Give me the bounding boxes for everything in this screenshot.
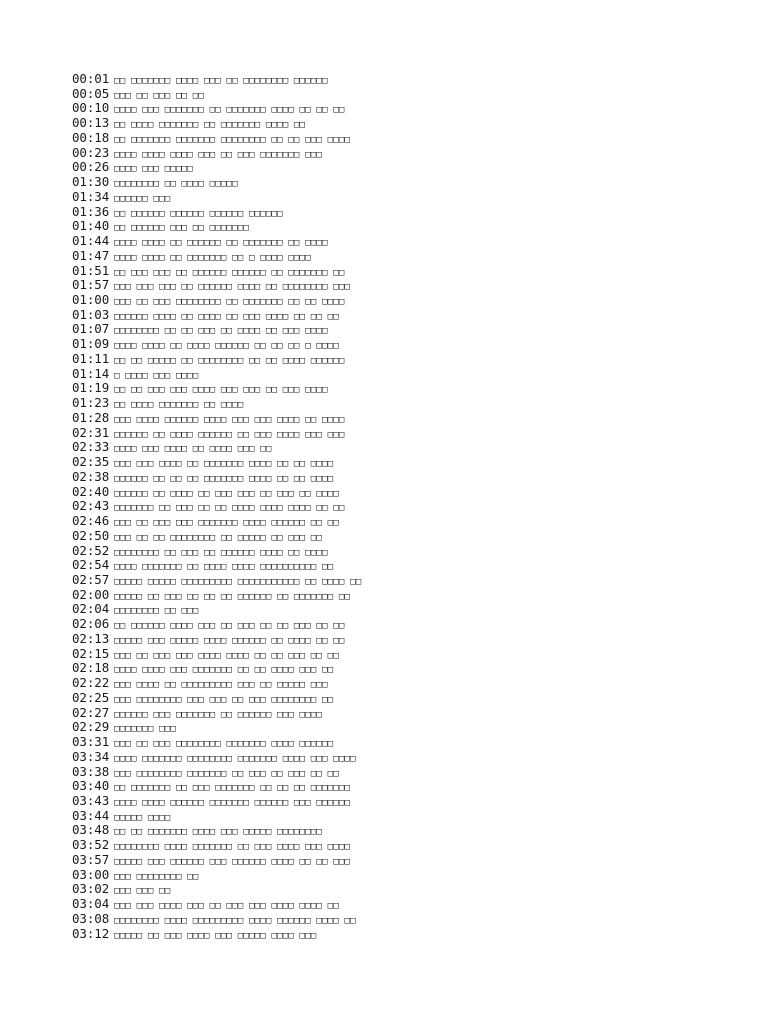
line-text: □□ □□□□□□ □□□□□□ □□□□□□ □□□□□□ <box>114 208 283 219</box>
line-text: □□□ □□□□ □□□□□□ □□□□ □□□ □□□ □□□□ □□ □□□□ <box>114 414 345 425</box>
transcript-line <box>72 426 361 441</box>
timestamp: 01:11 <box>72 350 110 366</box>
timestamp: 01:40 <box>72 218 110 234</box>
timestamp: 03:34 <box>72 748 110 764</box>
transcript-line <box>72 632 361 647</box>
transcript-line <box>72 514 361 529</box>
timestamp: 02:52 <box>72 542 110 558</box>
line-text: □□□□ □□□□ □□ □□□□ □□□□□□ □□ □□ □□ □ □□□□ <box>114 341 339 352</box>
line-text: □□□□□ □□□ □□□□□ □□□□ □□□□□□ □□ □□□□ □□ □□ <box>114 635 345 646</box>
transcript-line <box>72 617 361 632</box>
transcript-line <box>72 602 361 617</box>
transcript-line <box>72 308 361 323</box>
timestamp: 02:43 <box>72 498 110 514</box>
transcript-line <box>72 720 361 735</box>
timestamp: 03:52 <box>72 837 110 853</box>
transcript-line <box>72 588 361 603</box>
transcript-line <box>72 455 361 470</box>
line-text: □□ □□□□□□ □□□ □□ □□□□□□□ <box>114 223 249 234</box>
line-text: □□□□ □□□□ □□ □□□□□□ □□ □□□□□□□ □□ □□□□ <box>114 238 328 249</box>
timestamp: 00:23 <box>72 144 110 160</box>
transcript-line <box>72 691 361 706</box>
transcript-line <box>72 676 361 691</box>
timestamp: 01:00 <box>72 292 110 308</box>
line-text: □□□□□□□□ □□□□ □□□□□□□□□ □□□□ □□□□□□ □□□□ □□ <box>114 915 356 926</box>
line-text: □□□□□□□□ □□ □□□ <box>114 606 199 617</box>
line-text: □□□ □□□ □□□ □□ □□□□□□ □□□□ □□ □□□□□□□□ □□□ <box>114 282 351 293</box>
line-text: □□ □□□□□□□ □□ □□□ □□□□□□□ □□ □□ □□ □□□□□□□ <box>114 783 351 794</box>
line-text: □□□□ □□□ □□□□ □□ □□□□ □□□ □□ <box>114 444 272 455</box>
transcript-line <box>72 175 361 190</box>
transcript-line <box>72 750 361 765</box>
timestamp: 03:44 <box>72 807 110 823</box>
transcript-line <box>72 927 361 942</box>
timestamp: 03:48 <box>72 822 110 838</box>
line-text: □□□□□□□□ □□ □□□□ □□□□□ <box>114 179 238 190</box>
transcript-line <box>72 706 361 721</box>
timestamp: 02:54 <box>72 557 110 573</box>
timestamp: 03:57 <box>72 851 110 867</box>
transcript-line <box>72 912 361 927</box>
transcript-line <box>72 352 361 367</box>
timestamp: 03:40 <box>72 778 110 794</box>
line-text: □□□□□□□ □□ □□□ □□ □□ □□□□ □□□□ □□□□ □□ □□ <box>114 503 345 514</box>
transcript-line <box>72 647 361 662</box>
timestamp: 03:08 <box>72 910 110 926</box>
timestamp: 00:05 <box>72 85 110 101</box>
line-text: □□ □□□□ □□□□□□□ □□ □□□□□□□ □□□□ □□ <box>114 120 306 131</box>
timestamp: 01:14 <box>72 365 110 381</box>
timestamp: 02:33 <box>72 439 110 455</box>
line-text: □□ □□□□ □□□□□□□ □□ □□□□ <box>114 400 244 411</box>
line-text: □□□□ □□□□ □□□□□□ □□□□□□□ □□□□□□ □□□ □□□□□□ <box>114 797 351 808</box>
line-text: □□□□□□ □□ □□ □□ □□□□□□□ □□□□ □□ □□ □□□□ <box>114 473 334 484</box>
line-text: □□ □□□ □□□ □□ □□□□□□ □□□□□□ □□ □□□□□□□ □□ <box>114 267 345 278</box>
timestamp: 02:06 <box>72 616 110 632</box>
timestamp: 00:01 <box>72 71 110 86</box>
transcript-line <box>72 264 361 279</box>
line-text: □□□□ □□□□ □□□□ □□□ □□ □□□ □□□□□□□ □□□ <box>114 149 323 160</box>
line-text: □□□□□□□□ □□ □□□ □□ □□□□□□ □□□□ □□ □□□□ <box>114 547 328 558</box>
line-text: □□□ □□□ □□□□ □□□ □□ □□□ □□□ □□□□ □□□□ □□ <box>114 901 339 912</box>
line-text: □□□□ □□□□ □□ □□□□□□□ □□ □ □□□□ □□□□ <box>114 252 311 263</box>
timestamp: 02:31 <box>72 424 110 440</box>
transcript-line <box>72 72 361 87</box>
transcript-line <box>72 499 361 514</box>
timestamp: 00:13 <box>72 115 110 131</box>
transcript-line <box>72 794 361 809</box>
transcript-line <box>72 809 361 824</box>
transcript-lines <box>72 72 361 941</box>
timestamp: 02:40 <box>72 483 110 499</box>
timestamp: 02:38 <box>72 468 110 484</box>
line-text: □□ □□ □□□□□□□ □□□□ □□□ □□□□□ □□□□□□□□ <box>114 827 323 838</box>
transcript-line <box>72 249 361 264</box>
line-text: □□□□□ □□□□ <box>114 812 171 823</box>
transcript-line <box>72 485 361 500</box>
timestamp: 03:43 <box>72 792 110 808</box>
timestamp: 02:57 <box>72 571 110 587</box>
line-text: □□ □□ □□□ □□□ □□□□ □□□ □□□ □□ □□□ □□□□ <box>114 385 328 396</box>
timestamp: 01:19 <box>72 380 110 396</box>
line-text: □□□□□ □□□□□ □□□□□□□□□ □□□□□□□□□□□ □□ □□□□ □□ <box>114 576 362 587</box>
transcript-line <box>72 87 361 102</box>
line-text: □□□ □□□□□□□□ □□□□□□□ □□ □□□ □□ □□□ □□ □□ <box>114 768 339 779</box>
timestamp: 02:00 <box>72 586 110 602</box>
line-text: □□ □□ □□□□□ □□ □□□□□□□□ □□ □□ □□□□ □□□□□□ <box>114 355 345 366</box>
line-text: □□□□ □□□ □□□□□□□ □□ □□□□□□□ □□□□ □□ □□ □□ <box>114 105 345 116</box>
transcript-line <box>72 101 361 116</box>
line-text: □□□ □□ □□□ □□□□□□□□ □□□□□□□ □□□□ □□□□□□ <box>114 739 334 750</box>
transcript-line <box>72 779 361 794</box>
transcript-line <box>72 868 361 883</box>
transcript-line <box>72 558 361 573</box>
transcript-line <box>72 116 361 131</box>
timestamp: 01:57 <box>72 277 110 293</box>
transcript-line <box>72 293 361 308</box>
transcript-line <box>72 440 361 455</box>
timestamp: 00:10 <box>72 100 110 116</box>
timestamp: 01:09 <box>72 336 110 352</box>
timestamp: 02:29 <box>72 719 110 735</box>
line-text: □□□ □□ □□ □□□□□□□□ □□ □□□□□ □□ □□□ □□ <box>114 532 323 543</box>
line-text: □□□□□ □□ □□□ □□ □□ □□ □□□□□□ □□ □□□□□□□ □□ <box>114 591 351 602</box>
timestamp: 03:38 <box>72 763 110 779</box>
timestamp: 02:25 <box>72 689 110 705</box>
timestamp: 02:46 <box>72 513 110 529</box>
timestamp: 02:27 <box>72 704 110 720</box>
transcript-line <box>72 234 361 249</box>
transcript-line <box>72 322 361 337</box>
transcript-line <box>72 735 361 750</box>
transcript-line <box>72 190 361 205</box>
transcript-line <box>72 411 361 426</box>
timestamp: 02:13 <box>72 630 110 646</box>
transcript-line <box>72 381 361 396</box>
transcript-line <box>72 131 361 146</box>
line-text: □□□ □□ □□□ □□ □□ <box>114 90 205 101</box>
transcript-line <box>72 882 361 897</box>
transcript-line <box>72 470 361 485</box>
timestamp: 03:02 <box>72 881 110 897</box>
timestamp: 01:44 <box>72 233 110 249</box>
timestamp: 02:50 <box>72 527 110 543</box>
timestamp: 01:30 <box>72 174 110 190</box>
timestamp: 02:18 <box>72 660 110 676</box>
line-text: □□□□□ □□ □□□ □□□□ □□□ □□□□□ □□□□ □□□ <box>114 930 317 941</box>
timestamp: 01:51 <box>72 262 110 278</box>
timestamp: 01:47 <box>72 247 110 263</box>
line-text: □□□□□□ □□ □□□□ □□□□□□ □□ □□□ □□□□ □□□ □□□ <box>114 429 345 440</box>
transcript-line <box>72 544 361 559</box>
transcript-line <box>72 337 361 352</box>
timestamp: 02:15 <box>72 645 110 661</box>
transcript-line <box>72 160 361 175</box>
transcript-line <box>72 278 361 293</box>
timestamp: 02:22 <box>72 675 110 691</box>
line-text: □□□□ □□□□□□□ □□ □□□□ □□□□ □□□□□□□□□□ □□ <box>114 562 334 573</box>
timestamp: 02:04 <box>72 601 110 617</box>
transcript-line <box>72 573 361 588</box>
timestamp: 01:28 <box>72 409 110 425</box>
line-text: □□□□□□ □□□ □□□□□□□ □□ □□□□□□ □□□ □□□□ <box>114 709 323 720</box>
line-text: □□□ □□□□ □□ □□□□□□□□□ □□□ □□ □□□□□ □□□ <box>114 680 328 691</box>
timestamp: 01:07 <box>72 321 110 337</box>
line-text: □ □□□□ □□□ □□□□ <box>114 370 199 381</box>
transcript-line <box>72 219 361 234</box>
transcript-line <box>72 661 361 676</box>
line-text: □□□□ □□□□ □□□ □□□□□□□ □□ □□ □□□□ □□□ □□ <box>114 665 334 676</box>
line-text: □□□ □□□□□□□□ □□ <box>114 871 199 882</box>
timestamp: 01:23 <box>72 395 110 411</box>
line-text: □□□ □□ □□□ □□□ □□□□ □□□□ □□ □□ □□□ □□ □□ <box>114 650 339 661</box>
timestamp: 02:35 <box>72 454 110 470</box>
timestamp: 00:18 <box>72 129 110 145</box>
line-text: □□□□□□□□ □□ □□ □□□ □□ □□□□ □□ □□□ □□□□ <box>114 326 328 337</box>
transcript-line <box>72 765 361 780</box>
line-text: □□□□□□□ □□□ <box>114 724 176 735</box>
line-text: □□□ □□□□□□□□ □□□ □□□ □□ □□□ □□□□□□□□ □□ <box>114 694 334 705</box>
timestamp: 00:26 <box>72 159 110 175</box>
timestamp: 03:31 <box>72 734 110 750</box>
line-text: □□□□ □□□□□□□ □□□□□□□□ □□□□□□□ □□□□ □□□ □□□□ <box>114 753 356 764</box>
transcript-line <box>72 205 361 220</box>
transcript-line <box>72 529 361 544</box>
line-text: □□□ □□ □□□ □□□ □□□□□□□ □□□□ □□□□□□ □□ □□ <box>114 518 339 529</box>
timestamp: 03:04 <box>72 896 110 912</box>
timestamp: 01:03 <box>72 306 110 322</box>
line-text: □□□ □□□ □□□□ □□ □□□□□□□ □□□□ □□ □□ □□□□ <box>114 459 334 470</box>
timestamp: 01:34 <box>72 188 110 204</box>
timestamp: 01:36 <box>72 203 110 219</box>
line-text: □□□□□□ □□□ <box>114 193 171 204</box>
transcript-line <box>72 897 361 912</box>
line-text: □□ □□□□□□ □□□□ □□□ □□ □□□ □□ □□ □□□ □□ □□ <box>114 621 345 632</box>
line-text: □□□□□□ □□□□ □□ □□□□ □□ □□□ □□□□ □□ □□ □□ <box>114 311 339 322</box>
transcript-line <box>72 823 361 838</box>
transcript-line <box>72 146 361 161</box>
line-text: □□□□□□ □□ □□□□ □□ □□□ □□□ □□ □□□ □□ □□□□ <box>114 488 339 499</box>
line-text: □□ □□□□□□□ □□□□□□□ □□□□□□□□ □□ □□ □□□ □□□□ <box>114 134 351 145</box>
transcript-line <box>72 853 361 868</box>
line-text: □□□□□□□□ □□□□ □□□□□□□ □□ □□□ □□□□ □□□ □□□□ <box>114 842 351 853</box>
transcript-line <box>72 838 361 853</box>
transcript-line <box>72 367 361 382</box>
transcript-line <box>72 396 361 411</box>
line-text: □□□□ □□□ □□□□□ <box>114 164 193 175</box>
line-text: □□□ □□□ □□ <box>114 886 171 897</box>
line-text: □□ □□□□□□□ □□□□ □□□ □□ □□□□□□□□ □□□□□□ <box>114 76 328 86</box>
timestamp: 03:00 <box>72 866 110 882</box>
timestamp: 03:12 <box>72 925 110 941</box>
line-text: □□□ □□ □□□ □□□□□□□□ □□ □□□□□□□ □□ □□ □□□□ <box>114 297 345 308</box>
line-text: □□□□□ □□□ □□□□□□ □□□ □□□□□□ □□□□ □□ □□ □□□ <box>114 856 351 867</box>
